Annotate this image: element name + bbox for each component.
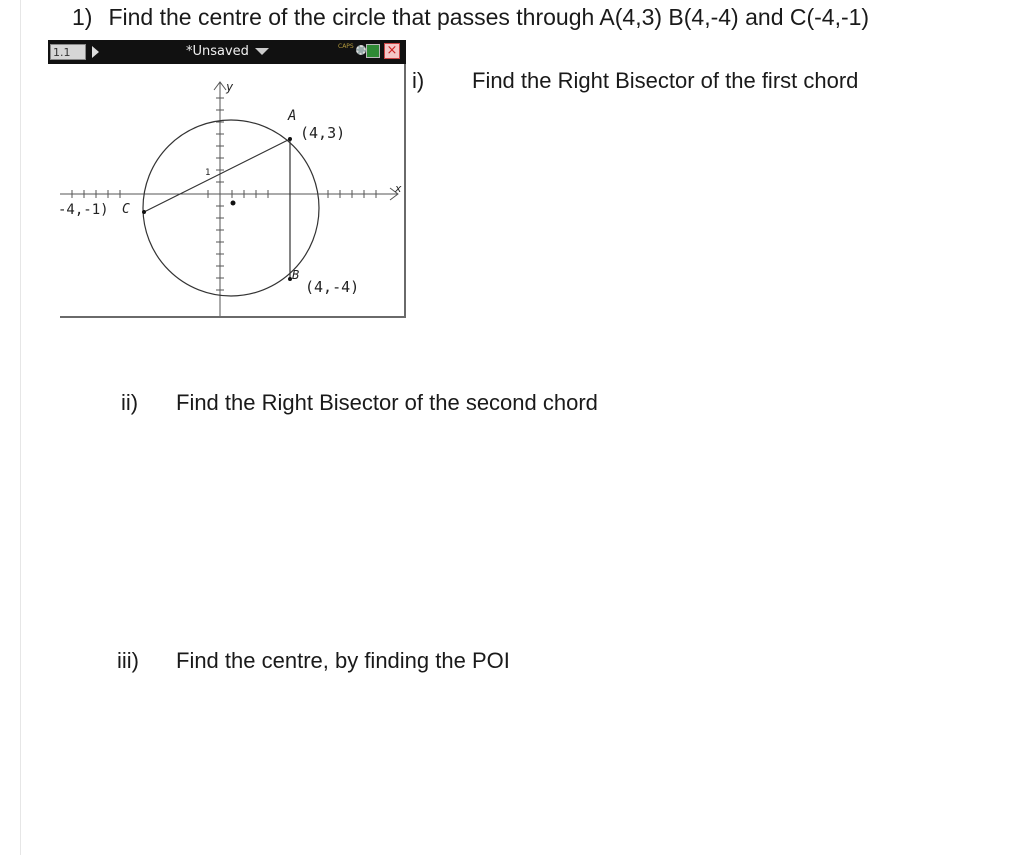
point-b-coords: (4,-4) [305,278,360,296]
document-name[interactable] [186,44,269,59]
gear-icon [356,45,366,55]
point-c-name: C [122,202,130,217]
point-c[interactable] [142,210,146,214]
part-ii-text: Find the Right Bisector of the second chord [176,390,598,415]
question-number: 1) [72,4,93,30]
tab-arrow-icon[interactable] [92,46,99,58]
part-i-number: i) [412,68,425,93]
part-i-text: Find the Right Bisector of the first chord [472,68,859,93]
question-text: Find the centre of the circle that passes through A(4,3) B(4,-4) and C(-4,-1) [108,4,870,30]
graph-panel [60,64,406,318]
battery-icon [366,44,380,58]
point-c-coords: -4,-1) [58,202,109,218]
calculator-toolbar [48,40,406,64]
page-edge [20,0,21,855]
document-name-label: *Unsaved [186,44,249,59]
calculator-screenshot [48,40,406,318]
question-title [72,4,869,31]
x-axis-label: x [395,182,402,195]
point-b-name: B [292,268,300,282]
centre-point[interactable] [231,201,236,206]
part-iii [117,648,510,674]
close-icon[interactable]: × [384,43,400,59]
part-iii-number: iii) [117,648,139,673]
y-axis-label: y [226,80,234,94]
point-a-name: A [288,108,297,124]
caps-indicator: CAPS [338,43,354,50]
chord-ca[interactable] [144,139,290,212]
point-a-coords: (4,3) [300,124,346,142]
part-iii-text: Find the centre, by finding the POI [176,648,510,673]
dropdown-triangle-icon [255,48,269,55]
part-ii [121,390,598,416]
point-a[interactable] [288,137,292,141]
part-ii-number: ii) [121,390,139,415]
tick-label: 1 [205,168,211,178]
part-i [412,68,858,94]
page-tab[interactable]: 1.1 [50,44,86,60]
